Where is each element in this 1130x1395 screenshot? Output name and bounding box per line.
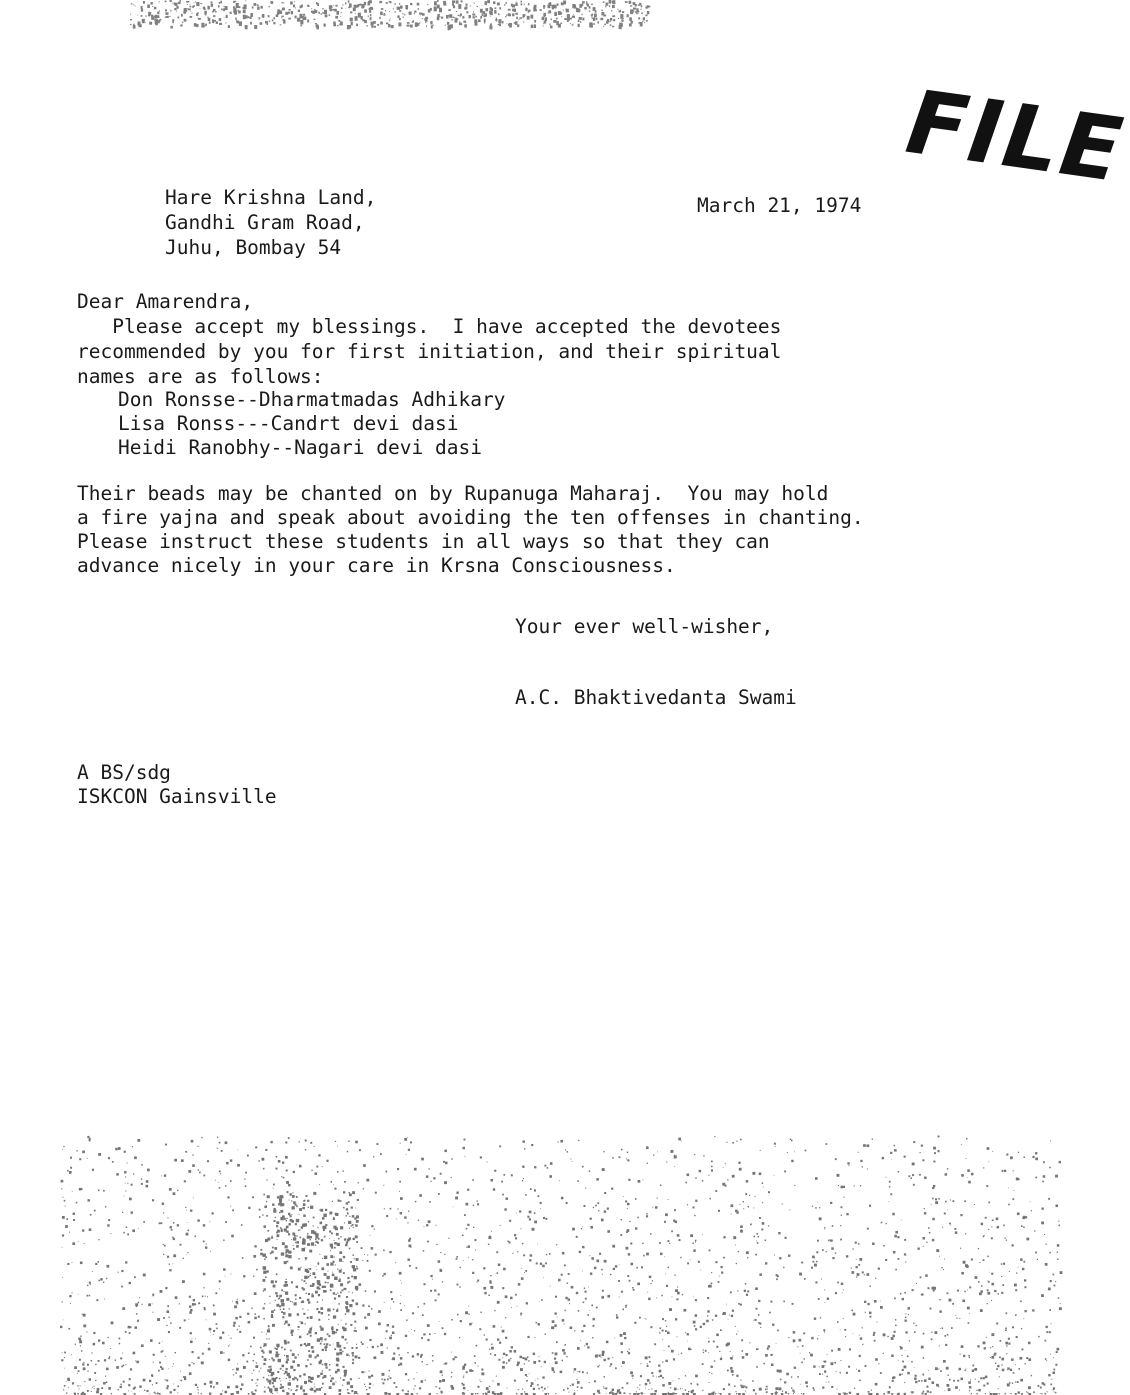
letter-date: March 21, 1974 — [697, 194, 862, 217]
paragraph2-line-2: a fire yajna and speak about avoiding the ten offenses in chanting. — [77, 506, 864, 529]
signature-name: A.C. Bhaktivedanta Swami — [515, 686, 797, 709]
file-stamp: FILE — [900, 70, 1130, 203]
address-line-2: Gandhi Gram Road, — [165, 211, 365, 234]
paragraph2-line-1: Their beads may be chanted on by Rupanuga Maharaj. You may hold — [77, 482, 829, 505]
carbon-copy-line: ISKCON Gainsville — [77, 785, 277, 808]
bottom-speckle-band — [60, 1136, 1062, 1395]
paragraph2-line-3: Please instruct these students in all ways so that they can — [77, 530, 770, 553]
top-speckle-band — [130, 0, 650, 30]
address-line-3: Juhu, Bombay 54 — [165, 236, 342, 259]
devotee-name-3: Heidi Ranobhy--Nagari devi dasi — [118, 436, 482, 459]
closing-line: Your ever well-wisher, — [515, 615, 774, 638]
paragraph1-line-1: Please accept my blessings. I have accepted the devotees — [77, 315, 782, 338]
salutation: Dear Amarendra, — [77, 290, 254, 313]
devotee-name-1: Don Ronsse--Dharmatmadas Adhikary — [118, 388, 506, 411]
paragraph1-line-3: names are as follows: — [77, 365, 324, 388]
reference-initials: A BS/sdg — [77, 761, 171, 784]
devotee-name-2: Lisa Ronss---Candrt devi dasi — [118, 412, 459, 435]
address-line-1: Hare Krishna Land, — [165, 186, 377, 209]
paragraph1-line-2: recommended by you for first initiation, and their spiritual — [77, 340, 782, 363]
paragraph2-line-4: advance nicely in your care in Krsna Consciousness. — [77, 554, 676, 577]
